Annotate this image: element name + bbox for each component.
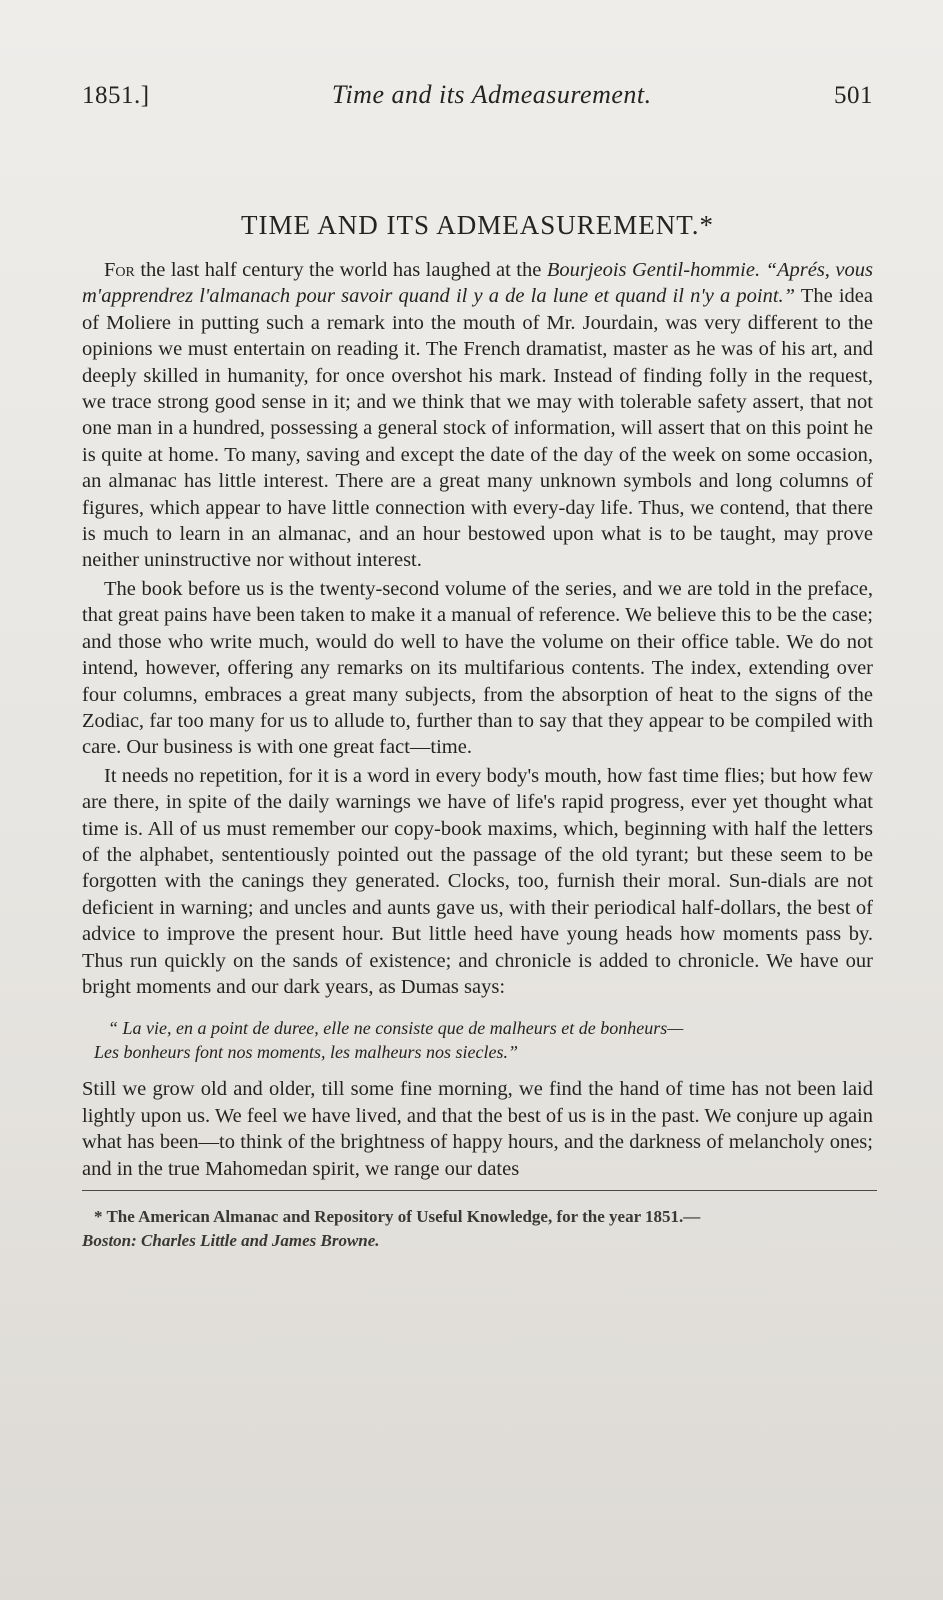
article-title: TIME AND ITS ADMEASUREMENT.* <box>241 210 714 240</box>
french-quote: “Aprés, vous m'apprendrez l'almanach pour savoir quand il y a de la lune et quand il n'y a point.” <box>82 259 873 308</box>
paragraph-2: The book before us is the twenty-second volume of the series, and we are told in the preface, that great pains have been taken to make it a manual of reference. We believe this to be the case; and those who write much, would do well to have the volume on their office table. We do not intend, however, offering any remarks on its multifarious contents. The index, extending over four columns, embraces a great many subjects, from the absorption of heat to the signs of the Zodiac, far too many for us to allude to, further than to say that they appear to be compiled with care. Our business is with one great fact—time. <box>82 577 873 759</box>
footnote-line-1: * The American Almanac and Repository of Useful Knowledge, for the year 1851.— <box>94 1207 701 1226</box>
footnote <box>82 1205 873 1253</box>
paragraph-4: Still we grow old and older, till some fine morning, we find the hand of time has not been laid lightly upon us. We feel we have lived, and that the best of us is in the past. We conjure up again what has been—to think of the brightness of happy hours, and the darkness of melancholy ones; and in the true Mahomedan spirit, we range our dates <box>82 1078 873 1180</box>
footnote-divider <box>82 1190 877 1191</box>
paragraph-1-d: The idea of Moliere in putting such a remark into the mouth of Mr. Jourdain, was very different to the opinions we must entertain on reading it. The French dramatist, master as he was of his art, and deeply skilled in humanity, for once overshot his mark. Instead of finding folly in the request, we trace strong good sense in it; and we think that we may with tolerable safety assert, that not one man in a hundred, possessing a general stock of information, will assert that on this point he is quite at home. To many, saving and except the date of the day of the week on some occasion, an almanac has little interest. There are a great many unknown symbols and long columns of figures, which appear to have little connection with every-day life. Thus, we contend, that there is much to learn in an almanac, and an hour bestowed upon what is to be taught, may prove neither uninstructive nor without interest. <box>82 285 873 572</box>
running-head <box>82 80 873 110</box>
paragraph-3: It needs no repetition, for it is a word in every body's mouth, how fast time flies; but how few are there, in spite of the daily warnings we have of life's rapid progress, ever yet thought what time is. All of us must remember our copy-book maxims, which, beginning with half the letters of the alphabet, sententiously pointed out the passage of the old tyrant; but these seem to be forgotten with the canings they generated. Clocks, too, furnish their moral. Sun-dials are not deficient in warning; and uncles and aunts gave us, with their periodical half-dollars, the best of advice to improve the present hour. But little heed have young heads how moments pass by. Thus run quickly on the sands of existence; and chronicle is added to chronicle. We have our bright moments and our dark years, as Dumas says: <box>82 764 873 998</box>
running-head-title: Time and its Admeasurement. <box>331 80 652 109</box>
article-body <box>82 257 873 1182</box>
paragraph-1-a: the last half century the world has laughed at the <box>134 259 547 281</box>
play-title: Bourjeois Gentil-hommie. <box>546 259 761 281</box>
drop-word: For <box>104 259 135 281</box>
quote-line-2: Les bonheurs font nos moments, les malheurs nos siecles.” <box>94 1042 518 1063</box>
footnote-line-2: Boston: Charles Little and James Browne. <box>82 1231 380 1250</box>
page-number: 501 <box>833 82 873 109</box>
quote-line-1: “ La vie, en a point de duree, elle ne consiste que de malheurs et de bonheurs— <box>108 1018 684 1039</box>
running-head-year: 1851.] <box>82 82 150 109</box>
dumas-quote <box>82 1016 873 1064</box>
paragraph-1 <box>82 257 873 574</box>
